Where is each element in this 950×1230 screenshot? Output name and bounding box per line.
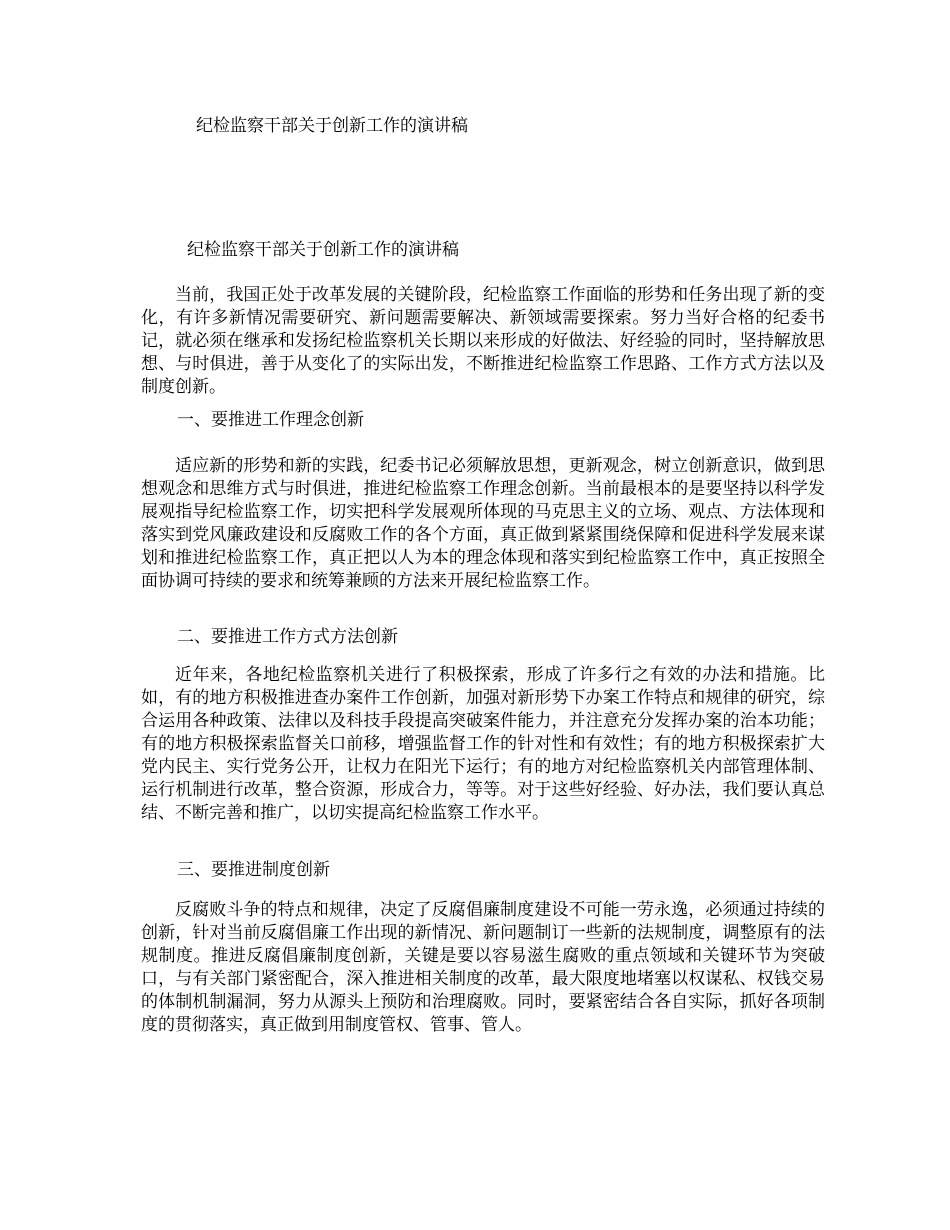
document-title: 纪检监察干部关于创新工作的演讲稿 (187, 240, 459, 260)
section-paragraph-2: 近年来，各地纪检监察机关进行了积极探索，形成了许多行之有效的办法和措施。比如，有的地方积极推进查办案件工作创新，加强对新形势下办案工作特点和规律的研究，综合运用各种政策、法律以及科技手段提高突破案件能力，并注意充分发挥办案的治本功能；有的地方积极探索监督关口前移，增强监督工作的针对性和有效性；有的地方积极探索扩大党内民主、实行党务公开，让权力在阳光下运行；有的地方对纪检监察机关内部管理体制、运行机制进行改革，整合资源，形成合力，等等。对于这些好经验、好办法，我们要认真总结、不断完善和推广，以切实提高纪检监察工作水平。 (141, 665, 825, 823)
section-heading-3: 三、要推进制度创新 (177, 860, 330, 880)
header-title: 纪检监察干部关于创新工作的演讲稿 (196, 116, 468, 136)
section-paragraph-3: 反腐败斗争的特点和规律，决定了反腐倡廉制度建设不可能一劳永逸，必须通过持续的创新，针对当前反腐倡廉工作出现的新情况、新问题制订一些新的法规制度，调整原有的法规制度。推进反腐倡廉制度创新，关键是要以容易滋生腐败的重点领域和关键环节为突破口，与有关部门紧密配合，深入推进相关制度的改革，最大限度地堵塞以权谋私、权钱交易的体制机制漏洞，努力从源头上预防和治理腐败。同时，要紧密结合各自实际，抓好各项制度的贯彻落实，真正做到用制度管权、管事、管人。 (141, 900, 825, 1035)
section-heading-2: 二、要推进工作方式方法创新 (177, 627, 398, 647)
intro-paragraph: 当前，我国正处于改革发展的关键阶段，纪检监察工作面临的形势和任务出现了新的变化，有许多新情况需要研究、新问题需要解决、新领域需要探索。努力当好合格的纪委书记，就必须在继承和发扬纪检监察机关长期以来形成的好做法、好经验的同时，坚持解放思想、与时俱进，善于从变化了的实际出发，不断推进纪检监察工作思路、工作方式方法以及制度创新。 (141, 285, 825, 397)
section-paragraph-1: 适应新的形势和新的实践，纪委书记必须解放思想，更新观念，树立创新意识，做到思想观念和思维方式与时俱进，推进纪检监察工作理念创新。当前最根本的是要坚持以科学发展观指导纪检监察工作，切实把科学发展观所体现的马克思主义的立场、观点、方法体现和落实到党风廉政建设和反腐败工作的各个方面，真正做到紧紧围绕保障和促进科学发展来谋划和推进纪检监察工作，真正把以人为本的理念体现和落实到纪检监察工作中，真正按照全面协调可持续的要求和统筹兼顾的方法来开展纪检监察工作。 (141, 456, 825, 591)
section-heading-1: 一、要推进工作理念创新 (177, 410, 364, 430)
